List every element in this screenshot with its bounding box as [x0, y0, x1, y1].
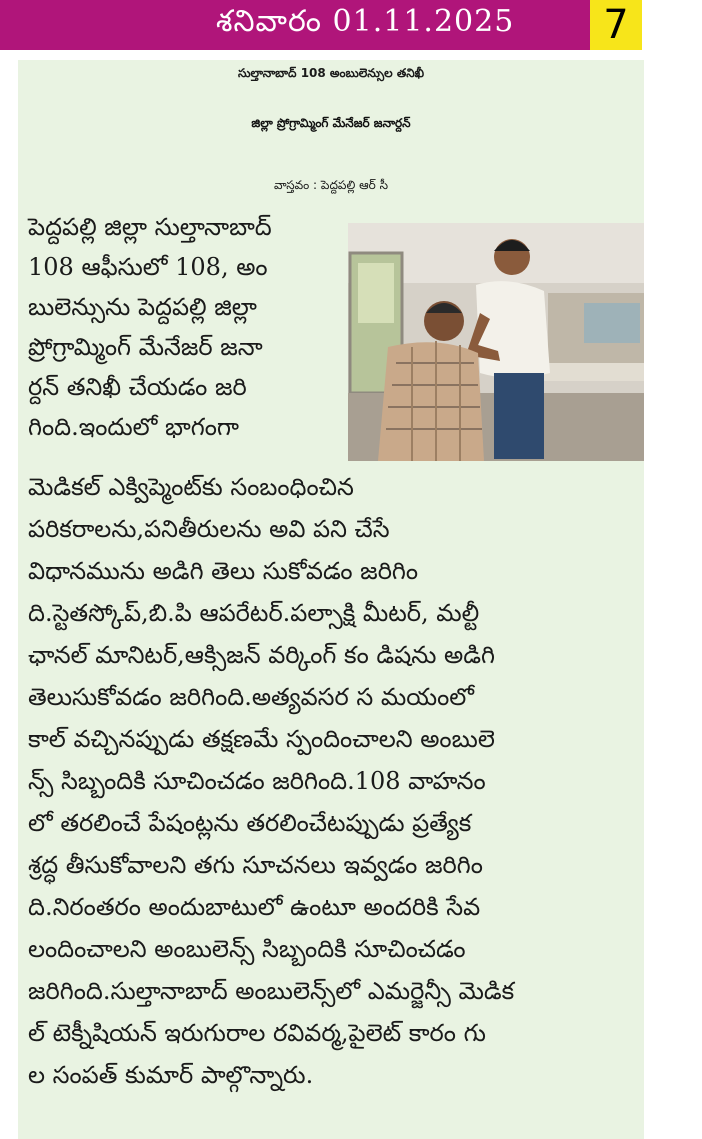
body-line: తెలుసుకోవడం జరిగింది.అత్యవసర స మయంలో — [28, 683, 474, 711]
body-line: పెద్దపల్లి జిల్లా సుల్తానాబాద్ — [28, 213, 272, 241]
body-line: జరిగింది.సుల్తానాబాద్ అంబులెన్స్‌లో ఎమర్జెన్సీ మెడిక — [28, 977, 515, 1005]
article-kicker: సుల్తానాబాద్ 108 అంబులెన్సుల తనిఖీ — [237, 66, 425, 80]
article-byline: వాస్తవం : పెద్దపల్లి ఆర్ సీ — [274, 178, 388, 192]
ambulance-interior-photo — [348, 223, 644, 461]
article-photo — [348, 223, 644, 461]
body-line: ల్ టెక్నీషియన్ ఇరుగురాల రవివర్మ,పైలెట్ కారం గు — [28, 1019, 486, 1047]
body-line: మెడికల్ ఎక్విప్మెంట్‌కు సంబంధించిన — [28, 473, 354, 501]
body-line: ప్రోగ్రామ్మింగ్ మేనేజర్ జనా — [28, 333, 263, 361]
body-line: ర్దన్ తనిఖీ చేయడం జరి — [28, 373, 247, 401]
news-article — [18, 60, 644, 1139]
body-line: పరికరాలను,పనితీరులను అవి పని చేసే — [28, 515, 390, 543]
page-number: 7 — [590, 0, 642, 50]
body-line: బులెన్సును పెద్దపల్లి జిల్లా — [28, 293, 257, 321]
body-line: విధానమును అడిగి తెలు సుకోవడం జరిగిం — [28, 557, 419, 585]
body-line: ది.స్టెతస్కోప్,బి.పి ఆపరేటర్.పల్సాక్షి మీటర్, మల్టీ — [28, 599, 480, 627]
body-line: ల సంపత్ కుమార్ పాల్గొన్నారు. — [28, 1061, 314, 1089]
body-line: కాల్ వచ్చినప్పుడు తక్షణమే స్పందించాలని అంబులె — [28, 725, 495, 753]
body-line: గింది.ఇందులో భాగంగా — [28, 413, 240, 441]
body-line: ది.నిరంతరం అందుబాటులో ఉంటూ అందరికి సేవ — [28, 893, 481, 921]
article-headline: జిల్లా ప్రోగ్రామ్మింగ్ మేనేజర్ జనార్దన్ — [251, 116, 411, 130]
page-header-band — [0, 0, 590, 50]
body-line: శ్రద్ధ తీసుకోవాలని తగు సూచనలు ఇవ్వడం జరిగిం — [28, 851, 483, 879]
body-line: లో తరలించే పేషంట్లను తరలించేటప్పుడు ప్రత్యేక — [28, 809, 472, 837]
body-line: లందించాలని అంబులెన్స్ సిబ్బందికి సూచించడం — [28, 935, 466, 963]
body-line: ఛానల్ మానిటర్,ఆక్సిజన్ వర్కింగ్ కం డిషను అడిగి — [28, 641, 495, 669]
body-line: 108 ఆఫీసులో 108, అం — [28, 253, 268, 281]
body-line: న్స్ సిబ్బందికి సూచించడం జరిగింది.108 వాహనం — [28, 767, 486, 795]
issue-date: శనివారం 01.11.2025 — [216, 4, 515, 39]
